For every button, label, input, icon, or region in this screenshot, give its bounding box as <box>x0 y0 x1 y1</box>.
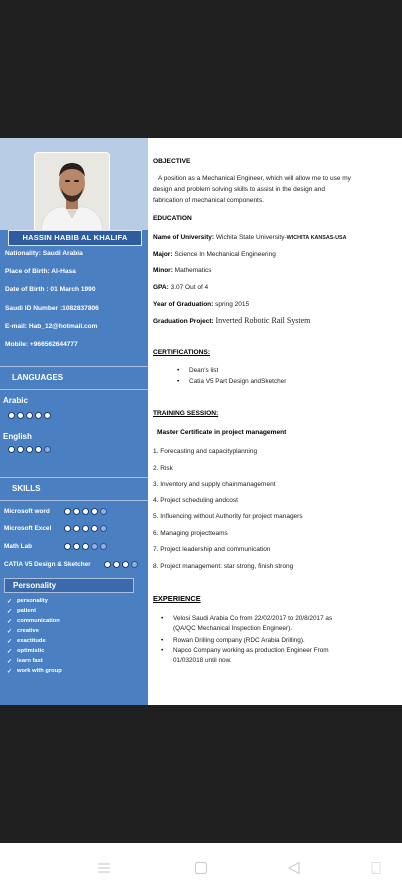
experience-item: • Rowan Drilling company (RDC Arabia Drilling). <box>173 636 305 646</box>
rating-dot <box>26 412 33 419</box>
rating-dot <box>82 508 89 515</box>
skill-word-rating <box>64 508 107 515</box>
personality-item: ✓ patient <box>7 608 37 615</box>
education-university: Name of University: Wichita State University-WICHITA KANSAS-USA <box>153 234 347 241</box>
skill-excel-rating <box>64 525 107 532</box>
language-arabic-label: Arabic <box>3 396 28 405</box>
candidate-name: HASSIN HABIB AL KHALIFA <box>8 230 142 246</box>
birth-date-text: Date of Birth : 01 March 1990 <box>5 286 96 293</box>
rating-dot <box>122 561 129 568</box>
personality-item: ✓ work with group <box>7 668 62 675</box>
rating-dot <box>64 525 71 532</box>
training-subtitle: Master Certificate in project management <box>157 429 287 436</box>
languages-heading: LANGUAGES <box>0 366 148 390</box>
resume-sidebar <box>0 138 148 705</box>
personality-heading: Personality <box>4 578 134 593</box>
system-navigation-bar <box>0 843 402 893</box>
rating-dot <box>100 543 107 550</box>
menu-icon[interactable] <box>97 861 111 880</box>
training-item: 4. Project scheduling andcost <box>153 497 238 504</box>
training-item: 7. Project leadership and communication <box>153 546 271 553</box>
skills-heading: SKILLS <box>0 477 148 501</box>
objective-heading: OBJECTIVE <box>153 158 191 165</box>
training-item: 6. Managing projectteams <box>153 530 228 537</box>
rating-dot <box>82 525 89 532</box>
birth-place-text: Place of Birth: Al-Hasa <box>5 268 76 275</box>
personality-item: ✓ learn fast <box>7 658 43 665</box>
skill-excel-label: Microsoft Excel <box>4 525 52 532</box>
rating-dot <box>64 543 71 550</box>
experience-item: • Napco Company working as production Engineer From 01/032018 until now. <box>173 646 329 666</box>
saudi-id-text: Saudi ID Number :1082837806 <box>5 305 99 312</box>
rating-dot <box>8 412 15 419</box>
objective-line: design and problem solving skills to assist in the design and <box>153 186 325 193</box>
training-item: 2. Risk <box>153 465 173 472</box>
personality-item: ✓ exactitude <box>7 638 46 645</box>
home-icon[interactable] <box>194 861 208 880</box>
training-item: 8. Project management: star strong, finish strong <box>153 563 294 570</box>
personality-item: ✓ personality <box>7 598 48 605</box>
check-icon: ✓ <box>7 619 13 625</box>
personality-item: ✓ creative <box>7 628 39 635</box>
rating-dot <box>35 412 42 419</box>
education-graduation-year: Year of Graduation: spring 2015 <box>153 301 250 308</box>
education-gpa: GPA: 3.07 Out of 4 <box>153 284 209 291</box>
training-heading: TRAINING SESSION: <box>153 410 219 417</box>
rating-dot <box>104 561 111 568</box>
mobile-text: Mobile: +966562644777 <box>5 341 78 348</box>
education-minor: Minor: Mathematics <box>153 267 212 274</box>
rating-dot <box>73 508 80 515</box>
skill-catia-label: CATIA V5 Design & Sketcher <box>4 561 91 568</box>
email-text: E-mail: Hab_12@hotmail.com <box>5 323 98 330</box>
skill-word-label: Microsoft word <box>4 508 50 515</box>
check-icon: ✓ <box>7 669 13 675</box>
check-icon: ✓ <box>7 639 13 645</box>
rating-dot <box>26 446 33 453</box>
training-item: 5. Influencing without Authority for project managers <box>153 513 303 520</box>
rating-dot <box>17 446 24 453</box>
certification-item: • Catia V5 Part Design andSketcher <box>189 377 286 387</box>
check-icon: ✓ <box>7 609 13 615</box>
language-english-label: English <box>3 432 32 441</box>
rating-dot <box>113 561 120 568</box>
rating-dot <box>91 543 98 550</box>
experience-item: • Velosi Saudi Arabia Co from 22/02/2017 to 20/8/2017 as (QA/QC Mechanical Inspection Engineer). <box>173 614 332 634</box>
skill-mathlab-label: Math Lab <box>4 543 33 550</box>
rating-dot <box>44 446 51 453</box>
language-english-rating <box>8 446 51 453</box>
certifications-heading: CERTIFICATIONS: <box>153 349 211 356</box>
rating-dot <box>64 508 71 515</box>
rating-dot <box>91 508 98 515</box>
rating-dot <box>100 508 107 515</box>
check-icon: ✓ <box>7 659 13 665</box>
rating-dot <box>8 446 15 453</box>
education-heading: EDUCATION <box>153 215 192 222</box>
rating-dot <box>100 525 107 532</box>
education-major: Major: Science In Mechanical Engineering <box>153 251 276 258</box>
rating-dot <box>91 525 98 532</box>
training-item: 1. Forecasting and capacityplanning <box>153 448 258 455</box>
experience-heading: EXPERIENCE <box>153 594 201 603</box>
check-icon: ✓ <box>7 599 13 605</box>
nationality-text: Nationality: Saudi Arabia <box>5 250 83 257</box>
rating-dot <box>73 525 80 532</box>
resume-page <box>0 138 402 705</box>
rating-dot <box>35 446 42 453</box>
training-item: 3. Inventory and supply chainmanagement <box>153 481 276 488</box>
language-arabic-rating <box>8 412 51 419</box>
check-icon: ✓ <box>7 629 13 635</box>
profile-photo <box>34 152 110 232</box>
objective-line: fabrication of mechanical components. <box>153 197 264 204</box>
personality-item: ✓ optimistic <box>7 648 45 655</box>
education-project: Graduation Project: Inverted Robotic Rail System <box>153 316 311 325</box>
recent-icon[interactable] <box>369 861 383 880</box>
skill-mathlab-rating <box>64 543 107 550</box>
rating-dot <box>73 543 80 550</box>
certification-item: • Dean's list <box>189 366 218 376</box>
rating-dot <box>17 412 24 419</box>
skill-catia-rating <box>104 561 138 568</box>
back-icon[interactable] <box>287 861 301 880</box>
personality-item: ✓ communication <box>7 618 60 625</box>
rating-dot <box>82 543 89 550</box>
objective-line: A position as a Mechanical Engineer, which will allow me to use my <box>158 175 351 182</box>
rating-dot <box>44 412 51 419</box>
rating-dot <box>131 561 138 568</box>
check-icon: ✓ <box>7 649 13 655</box>
